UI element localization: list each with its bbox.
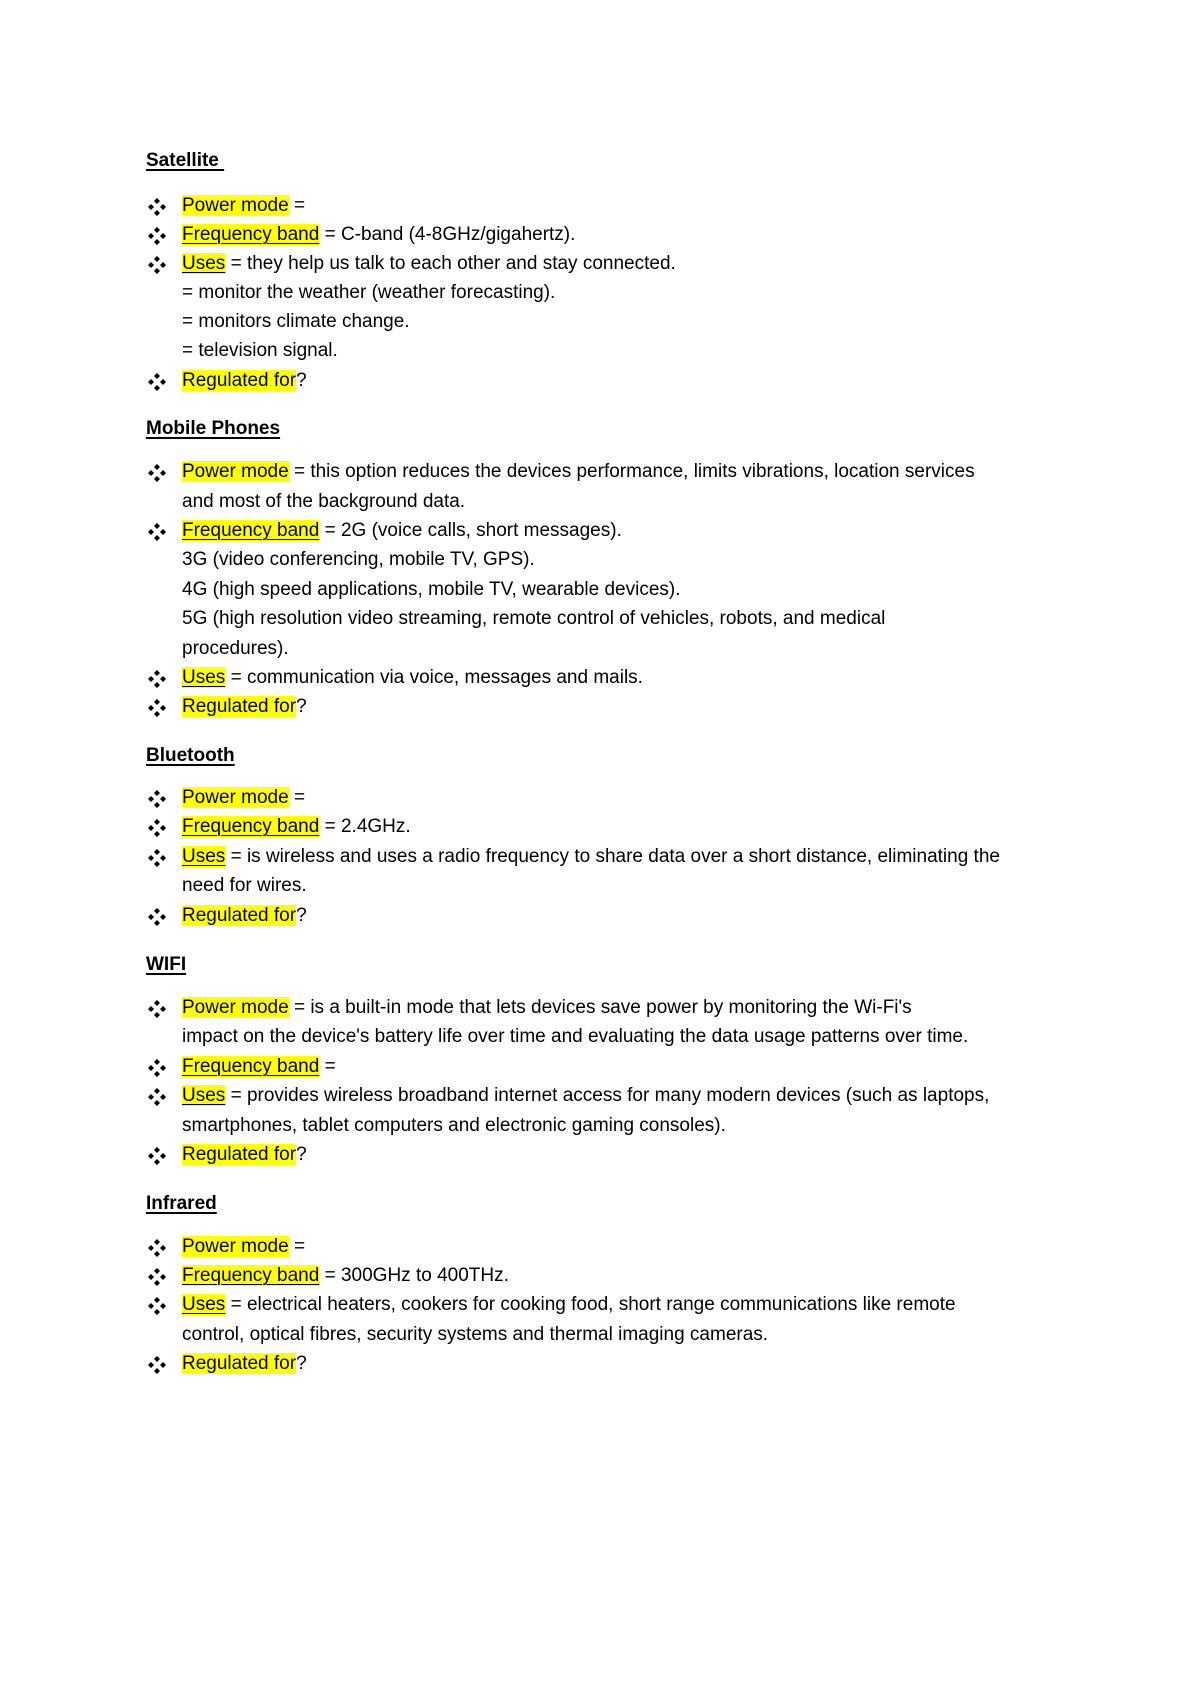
satellite-regulated-text: ?: [296, 370, 307, 391]
diamond-bullet-icon: [147, 1087, 167, 1107]
infrared-frequency-text: = 300GHz to 400THz.: [319, 1265, 509, 1286]
diamond-bullet-icon: [147, 848, 167, 868]
infrared-regulated-for: [182, 1349, 307, 1378]
bluetooth-uses-label: Uses: [182, 846, 226, 867]
diamond-bullet-icon: [147, 1296, 167, 1316]
mobile-power-mode: [182, 457, 975, 486]
infrared-uses-cont: control, optical fibres, security systems and thermal imaging cameras.: [182, 1324, 769, 1345]
infrared-uses-text: = electrical heaters, cookers for cooking food, short range communications like remote: [225, 1294, 956, 1315]
infrared-power-mode: [182, 1232, 305, 1261]
wifi-frequency-text: =: [319, 1056, 336, 1077]
bluetooth-uses-cont: need for wires.: [182, 875, 307, 896]
satellite-uses: [182, 249, 676, 278]
wifi-frequency-label: Frequency band: [182, 1056, 320, 1077]
satellite-regulated-label: Regulated for: [182, 370, 297, 391]
satellite-power-mode: [182, 191, 305, 220]
mobile-uses: [182, 663, 643, 692]
mobile-power-label: Power mode: [182, 461, 289, 482]
diamond-bullet-icon: [147, 1238, 167, 1258]
diamond-bullet-icon: [147, 226, 167, 246]
mobile-frequency-text: = 2G (voice calls, short messages).: [319, 520, 622, 541]
mobile-uses-label: Uses: [182, 667, 226, 688]
heading-bluetooth: Bluetooth: [146, 745, 235, 766]
infrared-frequency-band: [182, 1261, 509, 1290]
diamond-bullet-icon: [147, 197, 167, 217]
bluetooth-power-mode: [182, 783, 305, 812]
mobile-frequency-band: [182, 516, 622, 545]
wifi-regulated-text: ?: [296, 1144, 307, 1165]
wifi-regulated-label: Regulated for: [182, 1144, 297, 1165]
diamond-bullet-icon: [147, 255, 167, 275]
infrared-regulated-text: ?: [296, 1353, 307, 1374]
wifi-uses-label: Uses: [182, 1085, 226, 1106]
satellite-uses-line: = monitor the weather (weather forecasting).: [182, 282, 556, 303]
wifi-power-label: Power mode: [182, 997, 289, 1018]
mobile-frequency-line: 4G (high speed applications, mobile TV, wearable devices).: [182, 579, 681, 600]
satellite-frequency-label: Frequency band: [182, 224, 320, 245]
wifi-uses-cont: smartphones, tablet computers and electronic gaming consoles).: [182, 1115, 726, 1136]
bluetooth-uses: [182, 842, 1000, 871]
mobile-regulated-label: Regulated for: [182, 696, 297, 717]
infrared-uses: [182, 1290, 956, 1319]
diamond-bullet-icon: [147, 999, 167, 1019]
satellite-power-text: =: [288, 195, 306, 216]
diamond-bullet-icon: [147, 669, 167, 689]
bluetooth-regulated-text: ?: [296, 905, 307, 926]
wifi-power-mode: [182, 993, 912, 1022]
mobile-power-text: = this option reduces the devices performance, limits vibrations, location services: [288, 461, 975, 482]
bluetooth-regulated-for: [182, 901, 307, 930]
diamond-bullet-icon: [147, 522, 167, 542]
diamond-bullet-icon: [147, 463, 167, 483]
diamond-bullet-icon: [147, 698, 167, 718]
infrared-regulated-label: Regulated for: [182, 1353, 297, 1374]
bluetooth-regulated-label: Regulated for: [182, 905, 297, 926]
diamond-bullet-icon: [147, 1146, 167, 1166]
mobile-frequency-line: procedures).: [182, 638, 289, 659]
mobile-regulated-for: [182, 692, 307, 721]
wifi-power-cont: impact on the device's battery life over time and evaluating the data usage patterns over time.: [182, 1026, 969, 1047]
wifi-power-text: = is a built-in mode that lets devices save power by monitoring the Wi-Fi's: [288, 997, 912, 1018]
diamond-bullet-icon: [147, 818, 167, 838]
heading-wifi: WIFI: [146, 954, 187, 975]
diamond-bullet-icon: [147, 1355, 167, 1375]
heading-satellite: Satellite: [146, 150, 225, 171]
bluetooth-frequency-text: = 2.4GHz.: [319, 816, 411, 837]
infrared-power-text: =: [288, 1236, 306, 1257]
satellite-uses-line: = monitors climate change.: [182, 311, 410, 332]
mobile-frequency-line: 3G (video conferencing, mobile TV, GPS).: [182, 549, 535, 570]
bluetooth-power-text: =: [288, 787, 306, 808]
bluetooth-uses-text: = is wireless and uses a radio frequency to share data over a short distance, eliminating the: [225, 846, 1000, 867]
satellite-uses-line: = television signal.: [182, 340, 338, 361]
bluetooth-frequency-label: Frequency band: [182, 816, 320, 837]
diamond-bullet-icon: [147, 1267, 167, 1287]
mobile-uses-text: = communication via voice, messages and mails.: [225, 667, 643, 688]
satellite-uses-label: Uses: [182, 253, 226, 274]
wifi-regulated-for: [182, 1140, 307, 1169]
satellite-uses-text: = they help us talk to each other and stay connected.: [225, 253, 676, 274]
mobile-regulated-text: ?: [296, 696, 307, 717]
diamond-bullet-icon: [147, 372, 167, 392]
infrared-power-label: Power mode: [182, 1236, 289, 1257]
infrared-frequency-label: Frequency band: [182, 1265, 320, 1286]
bluetooth-frequency-band: [182, 812, 411, 841]
mobile-frequency-label: Frequency band: [182, 520, 320, 541]
infrared-uses-label: Uses: [182, 1294, 226, 1315]
satellite-frequency-band: [182, 220, 575, 249]
satellite-frequency-text: = C-band (4-8GHz/gigahertz).: [319, 224, 576, 245]
wifi-uses-text: = provides wireless broadband internet access for many modern devices (such as laptops,: [225, 1085, 990, 1106]
satellite-power-label: Power mode: [182, 195, 289, 216]
wifi-uses: [182, 1081, 989, 1110]
heading-infrared: Infrared: [146, 1193, 217, 1214]
heading-mobile-phones: Mobile Phones: [146, 418, 281, 439]
diamond-bullet-icon: [147, 1058, 167, 1078]
bluetooth-power-label: Power mode: [182, 787, 289, 808]
diamond-bullet-icon: [147, 789, 167, 809]
diamond-bullet-icon: [147, 907, 167, 927]
mobile-frequency-line: 5G (high resolution video streaming, remote control of vehicles, robots, and medical: [182, 608, 886, 629]
satellite-regulated-for: [182, 366, 307, 395]
wifi-frequency-band: [182, 1052, 336, 1081]
mobile-power-cont: and most of the background data.: [182, 491, 466, 512]
